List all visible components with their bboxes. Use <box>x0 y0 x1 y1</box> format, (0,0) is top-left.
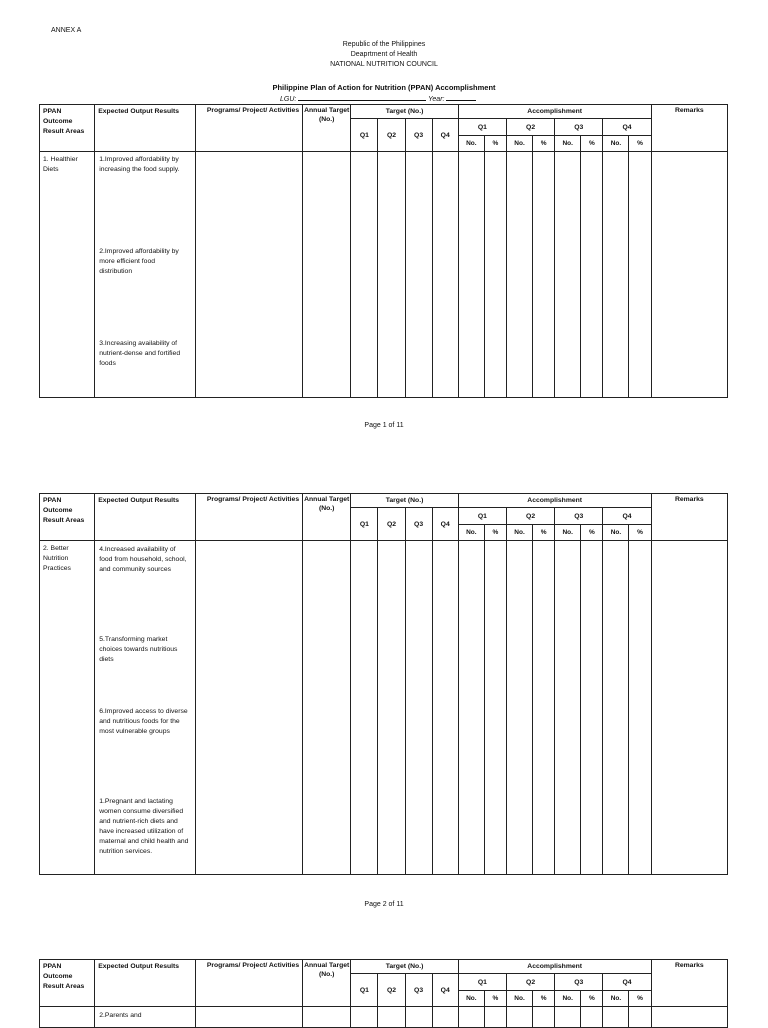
col-header-area: PPAN Outcome Result Areas <box>40 105 95 152</box>
entry-cell[interactable] <box>533 541 555 875</box>
header-line-republic: Republic of the Philippines <box>342 41 426 48</box>
entry-cell[interactable] <box>629 152 651 398</box>
pct-subheader: % <box>533 991 555 1007</box>
entry-cell[interactable] <box>432 1007 458 1028</box>
table-row <box>40 152 728 398</box>
table-row <box>40 541 728 875</box>
outcome-area: 1. Healthier Diets <box>43 156 78 173</box>
entry-cell[interactable] <box>303 152 351 398</box>
entry-cell[interactable] <box>506 152 532 398</box>
accomplishment-quarter-header: Q1 <box>458 974 506 991</box>
col-header-remarks: Remarks <box>651 494 727 541</box>
no-subheader: No. <box>506 991 532 1007</box>
accomplishment-quarter-header: Q4 <box>603 119 651 136</box>
year-blank <box>446 93 476 101</box>
no-subheader: No. <box>506 525 532 541</box>
entry-cell[interactable] <box>405 152 432 398</box>
pct-subheader: % <box>629 525 651 541</box>
accomplishment-quarter-header: Q1 <box>458 119 506 136</box>
col-header-annual: Annual Target (No.) <box>303 494 351 541</box>
target-quarter-header: Q1 <box>351 974 378 1007</box>
entry-cell[interactable] <box>603 152 629 398</box>
no-subheader: No. <box>458 525 484 541</box>
entry-cell[interactable] <box>603 541 629 875</box>
expected-output-item: 4.Increased availability of food from household, school, and community sources <box>99 546 187 573</box>
col-header-target: Target (No.) <box>351 960 458 974</box>
entry-cell[interactable] <box>651 541 727 875</box>
entry-cell[interactable] <box>303 1007 351 1028</box>
pct-subheader: % <box>629 991 651 1007</box>
accomplishment-quarter-header: Q3 <box>555 974 603 991</box>
entry-cell[interactable] <box>458 152 484 398</box>
pct-subheader: % <box>533 525 555 541</box>
expected-output-item: 1.Improved affordability by increasing the food supply. <box>99 156 180 173</box>
entry-cell[interactable] <box>351 152 378 398</box>
accomplishment-quarter-header: Q3 <box>555 508 603 525</box>
no-subheader: No. <box>506 136 532 152</box>
entry-cell[interactable] <box>581 1007 603 1028</box>
target-quarter-header: Q1 <box>351 508 378 541</box>
col-header-expected: Expected Output Results <box>95 960 195 1007</box>
col-header-remarks: Remarks <box>651 960 727 1007</box>
lgu-label: LGU: <box>280 96 297 103</box>
no-subheader: No. <box>458 136 484 152</box>
col-header-accomplishment: Accomplishment <box>458 494 651 508</box>
expected-outputs-cell <box>95 1007 195 1028</box>
page-number: Page 1 of 11 <box>364 422 404 429</box>
header-line-department: Deaprtment of Health <box>350 51 418 58</box>
target-quarter-header: Q4 <box>432 119 458 152</box>
entry-cell[interactable] <box>351 1007 378 1028</box>
entry-cell[interactable] <box>432 152 458 398</box>
entry-cell[interactable] <box>378 1007 405 1028</box>
entry-cell[interactable] <box>405 1007 432 1028</box>
pct-subheader: % <box>484 991 506 1007</box>
entry-cell[interactable] <box>629 541 651 875</box>
no-subheader: No. <box>603 136 629 152</box>
expected-outputs-cell <box>95 152 195 398</box>
no-subheader: No. <box>603 991 629 1007</box>
col-header-programs: Programs/ Project/ Activities <box>195 105 302 152</box>
no-subheader: No. <box>458 991 484 1007</box>
target-quarter-header: Q4 <box>432 974 458 1007</box>
pct-subheader: % <box>484 525 506 541</box>
entry-cell[interactable] <box>458 1007 484 1028</box>
entry-cell[interactable] <box>555 152 581 398</box>
col-header-remarks: Remarks <box>651 105 727 152</box>
entry-cell[interactable] <box>506 1007 532 1028</box>
expected-output-item: 2.Parents and <box>99 1012 142 1019</box>
col-header-accomplishment: Accomplishment <box>458 960 651 974</box>
col-header-area: PPAN Outcome Result Areas <box>40 960 95 1007</box>
pct-subheader: % <box>581 525 603 541</box>
document-title: Philippine Plan of Action for Nutrition (PPAN) Accomplishment <box>272 83 496 92</box>
col-header-expected: Expected Output Results <box>95 494 195 541</box>
entry-cell[interactable] <box>378 152 405 398</box>
pct-subheader: % <box>484 136 506 152</box>
accomplishment-quarter-header: Q2 <box>506 508 554 525</box>
outcome-area: 2. Better Nutrition Practices <box>43 545 71 572</box>
entry-cell[interactable] <box>533 152 555 398</box>
target-quarter-header: Q3 <box>405 508 432 541</box>
expected-output-item: 5.Transforming market choices towards nutritious diets <box>99 636 178 663</box>
entry-cell[interactable] <box>603 1007 629 1028</box>
target-quarter-header: Q2 <box>378 974 405 1007</box>
entry-cell[interactable] <box>195 1007 302 1028</box>
entry-cell[interactable] <box>651 1007 727 1028</box>
no-subheader: No. <box>555 525 581 541</box>
accomplishment-quarter-header: Q3 <box>555 119 603 136</box>
no-subheader: No. <box>555 991 581 1007</box>
entry-cell[interactable] <box>458 541 484 875</box>
target-quarter-header: Q2 <box>378 119 405 152</box>
entry-cell[interactable] <box>581 541 603 875</box>
entry-cell[interactable] <box>506 541 532 875</box>
entry-cell[interactable] <box>629 1007 651 1028</box>
accomplishment-quarter-header: Q4 <box>603 508 651 525</box>
col-header-area: PPAN Outcome Result Areas <box>40 494 95 541</box>
expected-output-item: 3.Increasing availability of nutrient-dense and fortified foods <box>99 340 181 367</box>
accomplishment-quarter-header: Q1 <box>458 508 506 525</box>
annex-label: ANNEX A <box>51 27 82 34</box>
col-header-accomplishment: Accomplishment <box>458 105 651 119</box>
col-header-programs: Programs/ Project/ Activities <box>195 494 302 541</box>
expected-output-item: 2.Improved affordability by more efficient food distribution <box>99 248 179 275</box>
year-label: Year: <box>428 96 445 103</box>
ppan-table <box>39 959 728 1028</box>
lgu-blank <box>298 93 426 101</box>
col-header-annual: Annual Target (No.) <box>303 105 351 152</box>
expected-output-item: 6.Improved access to diverse and nutritious foods for the most vulnerable groups <box>99 708 188 735</box>
entry-cell[interactable] <box>555 541 581 875</box>
target-quarter-header: Q2 <box>378 508 405 541</box>
header-line-council: NATIONAL NUTRITION COUNCIL <box>330 61 438 68</box>
lgu-year-line <box>280 93 476 103</box>
target-quarter-header: Q1 <box>351 119 378 152</box>
entry-cell[interactable] <box>378 541 405 875</box>
ppan-table <box>39 104 728 398</box>
col-header-annual: Annual Target (No.) <box>303 960 351 1007</box>
col-header-target: Target (No.) <box>351 494 458 508</box>
accomplishment-quarter-header: Q4 <box>603 974 651 991</box>
entry-cell[interactable] <box>303 541 351 875</box>
entry-cell[interactable] <box>195 541 302 875</box>
col-header-target: Target (No.) <box>351 105 458 119</box>
pct-subheader: % <box>581 991 603 1007</box>
col-header-expected: Expected Output Results <box>95 105 195 152</box>
entry-cell[interactable] <box>555 1007 581 1028</box>
entry-cell[interactable] <box>651 152 727 398</box>
col-header-programs: Programs/ Project/ Activities <box>195 960 302 1007</box>
entry-cell[interactable] <box>484 152 506 398</box>
pct-subheader: % <box>533 136 555 152</box>
ppan-table <box>39 493 728 875</box>
entry-cell[interactable] <box>351 541 378 875</box>
pct-subheader: % <box>629 136 651 152</box>
accomplishment-quarter-header: Q2 <box>506 974 554 991</box>
expected-output-item: 1.Pregnant and lactating women consume diversified and nutrient-rich diets and have increased utilization of maternal and child health and nutrition services. <box>99 798 189 855</box>
table-row <box>40 1007 728 1028</box>
target-quarter-header: Q3 <box>405 119 432 152</box>
target-quarter-header: Q4 <box>432 508 458 541</box>
no-subheader: No. <box>603 525 629 541</box>
page-number: Page 2 of 11 <box>364 901 404 908</box>
accomplishment-quarter-header: Q2 <box>506 119 554 136</box>
entry-cell[interactable] <box>195 152 302 398</box>
expected-outputs-cell <box>95 541 195 875</box>
entry-cell[interactable] <box>533 1007 555 1028</box>
entry-cell[interactable] <box>432 541 458 875</box>
pct-subheader: % <box>581 136 603 152</box>
entry-cell[interactable] <box>405 541 432 875</box>
entry-cell[interactable] <box>484 541 506 875</box>
entry-cell[interactable] <box>581 152 603 398</box>
no-subheader: No. <box>555 136 581 152</box>
entry-cell[interactable] <box>484 1007 506 1028</box>
document-header <box>0 40 768 70</box>
target-quarter-header: Q3 <box>405 974 432 1007</box>
